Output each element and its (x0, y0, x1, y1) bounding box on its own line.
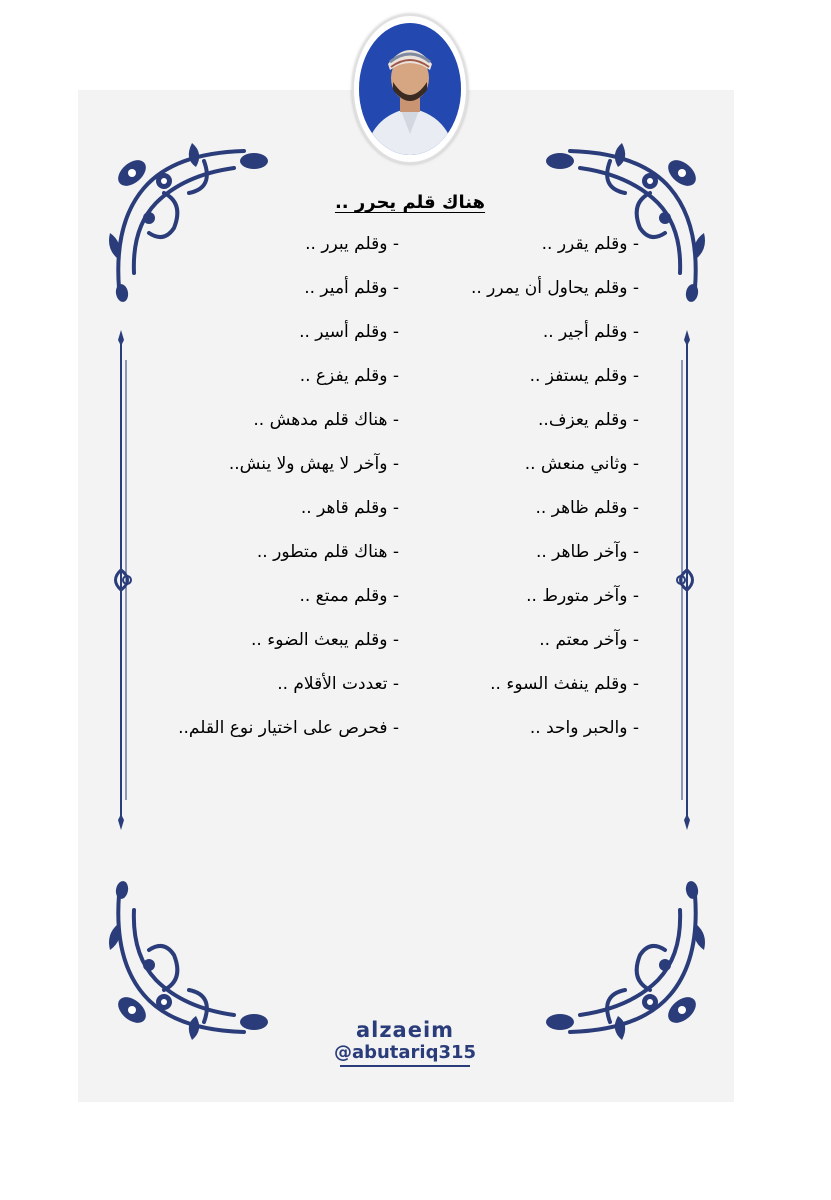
poem-line-right: - وقلم أجير .. (542, 322, 639, 342)
poem-line-left: - وقلم يفزع .. (299, 366, 399, 386)
poem-line-right: - وآخر معتم .. (539, 630, 639, 650)
poem-line-right: - وقلم يعزف.. (538, 410, 639, 430)
poem-line-right: - وقلم يستفز .. (529, 366, 639, 386)
poem-line-right: - وقلم يقرر .. (541, 234, 639, 254)
poem-line-left: - وقلم قاهر .. (300, 498, 399, 518)
social-handle: @abutariq315 (333, 1042, 477, 1063)
poem-line-right: - وآخر متورط .. (526, 586, 639, 606)
author-signature (330, 1018, 480, 1067)
side-ornament-icon (112, 330, 134, 830)
poem-line-right: - وآخر طاهر .. (535, 542, 639, 562)
poem-line-right: - وقلم ينفث السوء .. (490, 674, 639, 694)
side-ornament-icon (674, 330, 696, 830)
corner-ornament-icon (540, 880, 710, 1050)
poem-line-right: - وثاني منعش .. (524, 454, 639, 474)
corner-ornament-icon (104, 880, 274, 1050)
poem-line-left: - تعددت الأقلام .. (277, 674, 399, 694)
poem-line-left: - وقلم ممتع .. (299, 586, 399, 606)
corner-ornament-icon (104, 133, 274, 303)
poem-line-left: - وقلم يبعث الضوء .. (250, 630, 399, 650)
author-portrait (352, 14, 468, 164)
poem-line-left: - هناك قلم مدهش .. (253, 410, 399, 430)
poem-line-right: - وقلم يحاول أن يمرر .. (470, 278, 639, 298)
poem-line-right: - والحبر واحد .. (529, 718, 639, 738)
poem-line-left: - وآخر لا يهش ولا ينش.. (228, 454, 399, 474)
signature-underline (340, 1065, 470, 1067)
poem-line-left: - فحرص على اختيار نوع القلم.. (178, 718, 399, 738)
poem-line-left: - وقلم أمير .. (304, 278, 399, 298)
poem-line-right: - وقلم ظاهر .. (535, 498, 639, 518)
poem-line-left: - هناك قلم متطور .. (256, 542, 399, 562)
poem-line-left: - وقلم أسير .. (299, 322, 399, 342)
brand-name: alzaeim (355, 1018, 455, 1042)
poem-title: هناك قلم يحرر .. (334, 192, 486, 213)
poem-line-left: - وقلم يبرر .. (305, 234, 399, 254)
